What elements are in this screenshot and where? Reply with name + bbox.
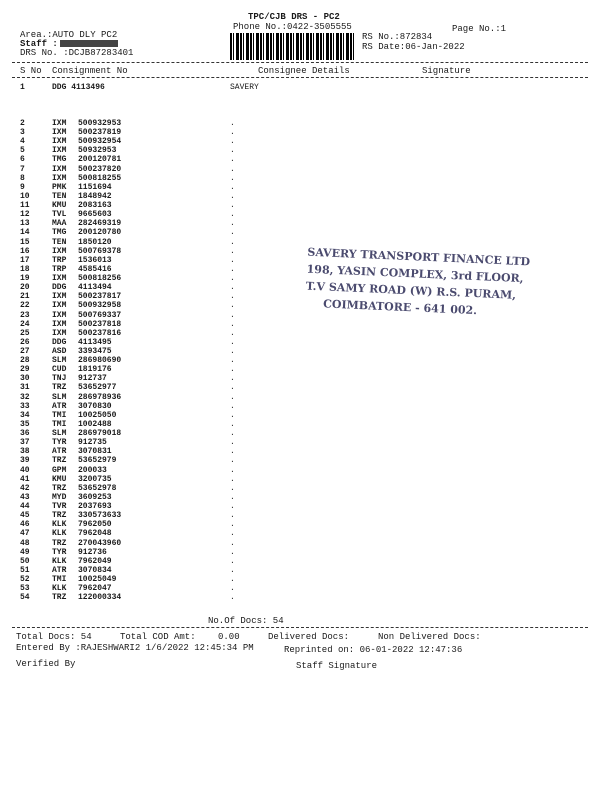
row-consignment-number: 200033	[78, 465, 107, 475]
row-sno: 47	[20, 529, 30, 539]
row-station-code: KLK	[52, 584, 67, 594]
divider	[12, 62, 588, 63]
row-station-code: TVL	[52, 210, 67, 220]
row-sno: 39	[20, 456, 30, 466]
row-sno: 26	[20, 337, 30, 347]
row-dot: .	[230, 164, 235, 174]
row-station-code: IXM	[52, 292, 67, 302]
row-dot: .	[230, 419, 235, 429]
row-dot: .	[230, 228, 235, 238]
stamp-line: T.V SAMY ROAD (W) R.S. PURAM,	[305, 279, 517, 302]
row-sno: 8	[20, 173, 25, 183]
row-sno: 41	[20, 474, 30, 484]
total-cod-value: 0.00	[218, 632, 240, 642]
phone-number: Phone No.:0422-3505555	[233, 22, 352, 32]
column-consignee: Consignee Details	[258, 66, 350, 76]
row-dot: .	[230, 255, 235, 265]
row-station-code: IXM	[52, 310, 67, 320]
row-dot: .	[230, 219, 235, 229]
stamp-line: COIMBATORE - 641 002.	[322, 297, 478, 318]
entered-by: Entered By :RAJESHWARI2 1/6/2022 12:45:34 PM	[16, 643, 254, 653]
row-dot: .	[230, 155, 235, 165]
total-cod-label: Total COD Amt:	[120, 632, 196, 642]
row-station-code: ATR	[52, 447, 67, 457]
drs-number: DRS No. :DCJB87283401	[20, 48, 134, 58]
row-consignment-number: 9665603	[78, 210, 112, 220]
row-consignment-number: 3393475	[78, 347, 112, 356]
row-sno: 23	[20, 310, 30, 320]
row-station-code: TRZ	[52, 593, 67, 603]
row-station-code: TMI	[52, 419, 67, 429]
row-dot: .	[230, 292, 235, 302]
row-consignment-number: 3609253	[78, 492, 112, 502]
row-dot: .	[230, 474, 235, 484]
row-station-code: ATR	[52, 401, 67, 411]
row-station-code: TRZ	[52, 383, 67, 393]
row-dot: .	[230, 173, 235, 183]
row-consignment-number: 3070834	[78, 565, 112, 575]
row-consignment-number: 7962047	[78, 584, 112, 594]
row-consignment-number: 500769378	[78, 246, 122, 256]
row-consignment-number: 3070830	[78, 401, 112, 411]
column-sno: S No	[20, 66, 42, 76]
row-station-code: TVR	[52, 502, 67, 512]
document-title: TPC/CJB DRS - PC2	[248, 12, 340, 22]
row-station-code: IXM	[52, 246, 67, 256]
row-dot: .	[230, 119, 235, 128]
row-sno: 19	[20, 274, 30, 284]
row-dot: .	[230, 137, 235, 147]
row-sno: 1	[20, 83, 25, 92]
row-consignment-number: 912735	[78, 438, 107, 448]
no-of-docs: No.Of Docs: 54	[208, 616, 284, 626]
column-consignment: Consignment No	[52, 66, 128, 76]
row-sno: 42	[20, 483, 30, 493]
row-dot: .	[230, 365, 235, 375]
rs-number: RS No.:872834	[362, 32, 433, 42]
row-consignment-number: 286979018	[78, 429, 122, 439]
row-consignment-number: 4585416	[78, 264, 112, 274]
row-consignment-number: 53652979	[78, 456, 117, 466]
row-dot: .	[230, 337, 235, 347]
row-consignment-number: 912736	[78, 547, 107, 557]
row-dot: .	[230, 274, 235, 284]
row-consignment-number: 7962050	[78, 520, 112, 530]
row-consignment-number: 10025049	[78, 575, 117, 584]
row-sno: 53	[20, 584, 30, 594]
row-station-code: TMG	[52, 155, 67, 165]
row-sno: 54	[20, 593, 30, 603]
row-station-code: TRZ	[52, 456, 67, 466]
row-sno: 14	[20, 228, 30, 238]
row-dot: .	[230, 492, 235, 502]
row-dot: .	[230, 310, 235, 320]
row-sno: 25	[20, 328, 30, 338]
row-sno: 35	[20, 419, 30, 429]
redacted-staff-name	[60, 40, 118, 47]
row-station-code: MYD	[52, 492, 67, 502]
row-consignment-number: 500237818	[78, 319, 122, 329]
row-consignment-number: 270043960	[78, 538, 122, 548]
row-consignment-number: 7962049	[78, 556, 112, 566]
row-sno: 18	[20, 264, 30, 274]
row-station-code: KLK	[52, 520, 67, 530]
row-sno: 3	[20, 128, 25, 138]
row-sno: 50	[20, 556, 30, 566]
row-consignment-number: 912737	[78, 374, 107, 384]
row-consignment-number: 1151694	[78, 182, 112, 192]
row-station-code: IXM	[52, 119, 67, 128]
row-sno: 7	[20, 164, 25, 174]
row-sno: 36	[20, 429, 30, 439]
row-consignment-number: 200120780	[78, 228, 122, 238]
row-station-code: KLK	[52, 556, 67, 566]
row-sno: 40	[20, 465, 30, 475]
row-sno: 22	[20, 301, 30, 311]
row-sno: 33	[20, 401, 30, 411]
row-station-code: TYR	[52, 438, 67, 448]
row-sno: 30	[20, 374, 30, 384]
row-sno: 51	[20, 565, 30, 575]
row-sno: 48	[20, 538, 30, 548]
row-sno: 10	[20, 191, 30, 201]
row-dot: .	[230, 374, 235, 384]
row-dot: .	[230, 201, 235, 211]
row-dot: .	[230, 410, 235, 420]
row-station-code: KLK	[52, 529, 67, 539]
company-stamp	[304, 244, 531, 331]
row-sno: 44	[20, 502, 30, 512]
row-station-code: DDG	[52, 283, 67, 293]
column-signature: Signature	[422, 66, 471, 76]
barcode	[230, 33, 354, 60]
total-docs: Total Docs: 54	[16, 632, 92, 642]
row-sno: 24	[20, 319, 30, 329]
row-consignment-number: 53652978	[78, 483, 117, 493]
row-consignment-number: 500932953	[78, 119, 122, 128]
row-consignment-number: 2037693	[78, 502, 112, 512]
row-sno: 28	[20, 356, 30, 366]
row-dot: .	[230, 593, 235, 603]
row-dot: .	[230, 264, 235, 274]
stamp-line: 198, YASIN COMPLEX, 3rd FLOOR,	[306, 262, 524, 286]
row-station-code: IXM	[52, 164, 67, 174]
row-station-code: TEN	[52, 237, 67, 247]
row-consignment-number: 500818256	[78, 274, 122, 284]
row-consignment-number: 1536013	[78, 255, 112, 265]
row-station-code: IXM	[52, 137, 67, 147]
row-sno: 37	[20, 438, 30, 448]
row-dot: .	[230, 237, 235, 247]
row-station-code: KMU	[52, 201, 67, 211]
row-dot: .	[230, 347, 235, 356]
row-dot: .	[230, 556, 235, 566]
row-sno: 29	[20, 365, 30, 375]
row-consignment-number: 282469319	[78, 219, 122, 229]
row-consignment-number: 286980690	[78, 356, 122, 366]
row-consignment: DDG 4113496	[52, 83, 105, 92]
row-station-code: TRZ	[52, 483, 67, 493]
divider	[12, 627, 588, 628]
row-sno: 6	[20, 155, 25, 165]
row-dot: .	[230, 383, 235, 393]
row-consignment-number: 7962048	[78, 529, 112, 539]
row-station-code: IXM	[52, 274, 67, 284]
verified-by: Verified By	[16, 659, 76, 669]
row-station-code: PMK	[52, 182, 67, 192]
row-dot: .	[230, 502, 235, 512]
row-consignment-number: 122000334	[78, 593, 122, 603]
row-consignment-number: 500932954	[78, 137, 122, 147]
row-consignment-number: 500769337	[78, 310, 122, 320]
row-consignment-number: 200120781	[78, 155, 122, 165]
row-consignment-number: 3070831	[78, 447, 112, 457]
row-station-code: ASD	[52, 347, 67, 356]
row-dot: .	[230, 319, 235, 329]
row-station-code: GPM	[52, 465, 67, 475]
row-dot: .	[230, 456, 235, 466]
row-sno: 9	[20, 182, 25, 192]
row-consignment-number: 2083163	[78, 201, 112, 211]
row-station-code: ATR	[52, 565, 67, 575]
row-station-code: KMU	[52, 474, 67, 484]
row-dot: .	[230, 401, 235, 411]
row-station-code: SLM	[52, 392, 67, 402]
row-sno: 4	[20, 137, 25, 147]
row-station-code: MAA	[52, 219, 67, 229]
row-dot: .	[230, 565, 235, 575]
row-dot: .	[230, 182, 235, 192]
row-dot: .	[230, 529, 235, 539]
row-dot: .	[230, 447, 235, 457]
row-consignment-number: 500237816	[78, 328, 122, 338]
row-dot: .	[230, 392, 235, 402]
row-station-code: TMI	[52, 575, 67, 584]
row-consignment-number: 3200735	[78, 474, 112, 484]
row-station-code: TRP	[52, 255, 67, 265]
row-dot: .	[230, 283, 235, 293]
row-station-code: IXM	[52, 146, 67, 156]
non-delivered-docs: Non Delivered Docs:	[378, 632, 481, 642]
row-consignment-number: 500932958	[78, 301, 122, 311]
row-sno: 32	[20, 392, 30, 402]
row-sno: 31	[20, 383, 30, 393]
delivered-docs: Delivered Docs:	[268, 632, 350, 642]
row-sno: 2	[20, 119, 25, 128]
staff-label: Staff :	[20, 39, 118, 49]
row-consignment-number: 500237819	[78, 128, 122, 138]
row-station-code: TMG	[52, 228, 67, 238]
row-consignment-number: 1850120	[78, 237, 112, 247]
row-sno: 34	[20, 410, 30, 420]
row-dot: .	[230, 520, 235, 530]
row-consignment-number: 1819176	[78, 365, 112, 375]
row-consignment-number: 53652977	[78, 383, 117, 393]
row-sno: 43	[20, 492, 30, 502]
row-dot: .	[230, 547, 235, 557]
row-consignment-number: 500237820	[78, 164, 122, 174]
staff-signature: Staff Signature	[296, 661, 378, 671]
row-dot: .	[230, 438, 235, 448]
row-station-code: TRZ	[52, 538, 67, 548]
row-dot: .	[230, 210, 235, 220]
row-dot: .	[230, 575, 235, 584]
row-sno: 52	[20, 575, 30, 584]
row-station-code: DDG	[52, 337, 67, 347]
stamp-line: SAVERY TRANSPORT FINANCE LTD	[307, 245, 531, 269]
row-sno: 13	[20, 219, 30, 229]
row-station-code: SLM	[52, 429, 67, 439]
row-station-code: CUD	[52, 365, 67, 375]
row-consignment-number: 50932953	[78, 146, 117, 156]
row-dot: .	[230, 584, 235, 594]
row-sno: 5	[20, 146, 25, 156]
row-consignment-number: 286978936	[78, 392, 122, 402]
row-consignment-number: 10025050	[78, 410, 117, 420]
row-station-code: IXM	[52, 301, 67, 311]
rs-date: RS Date:06-Jan-2022	[362, 42, 465, 52]
row-sno: 20	[20, 283, 30, 293]
row-sno: 16	[20, 246, 30, 256]
row-dot: .	[230, 511, 235, 521]
row-dot: .	[230, 429, 235, 439]
row-sno: 17	[20, 255, 30, 265]
row-sno: 27	[20, 347, 30, 356]
row-station-code: TRZ	[52, 511, 67, 521]
row-consignment-number: 1848942	[78, 191, 112, 201]
row-sno: 38	[20, 447, 30, 457]
row-station-code: TMI	[52, 410, 67, 420]
row-sno: 15	[20, 237, 30, 247]
row-station-code: IXM	[52, 319, 67, 329]
row-station-code: IXM	[52, 173, 67, 183]
row-sno: 46	[20, 520, 30, 530]
row-dot: .	[230, 328, 235, 338]
row-consignment-number: 500818255	[78, 173, 122, 183]
row-dot: .	[230, 483, 235, 493]
row-station-code: SLM	[52, 356, 67, 366]
row-station-code: IXM	[52, 128, 67, 138]
row-consignment-number: 4113495	[78, 337, 112, 347]
divider	[12, 77, 588, 78]
row-dot: .	[230, 465, 235, 475]
row-sno: 11	[20, 201, 30, 211]
row-consignment-number: 1002488	[78, 419, 112, 429]
page-number: Page No.:1	[452, 24, 507, 34]
row-consignment-number: 500237817	[78, 292, 122, 302]
row-sno: 21	[20, 292, 30, 302]
row-consignment-number: 4113494	[78, 283, 112, 293]
row-consignment-number: 330573633	[78, 511, 122, 521]
row-station-code: TRP	[52, 264, 67, 274]
row-consignee: SAVERY	[230, 83, 259, 92]
row-dot: .	[230, 246, 235, 256]
row-station-code: TNJ	[52, 374, 67, 384]
row-dot: .	[230, 191, 235, 201]
row-sno: 49	[20, 547, 30, 557]
row-sno: 45	[20, 511, 30, 521]
reprinted-on: Reprinted on: 06-01-2022 12:47:36	[284, 645, 463, 655]
row-station-code: IXM	[52, 328, 67, 338]
row-dot: .	[230, 301, 235, 311]
area-label: Area.:AUTO DLY PC2	[20, 30, 118, 40]
row-station-code: TYR	[52, 547, 67, 557]
row-dot: .	[230, 356, 235, 366]
row-dot: .	[230, 146, 235, 156]
row-station-code: TEN	[52, 191, 67, 201]
row-sno: 12	[20, 210, 30, 220]
row-dot: .	[230, 128, 235, 138]
row-dot: .	[230, 538, 235, 548]
